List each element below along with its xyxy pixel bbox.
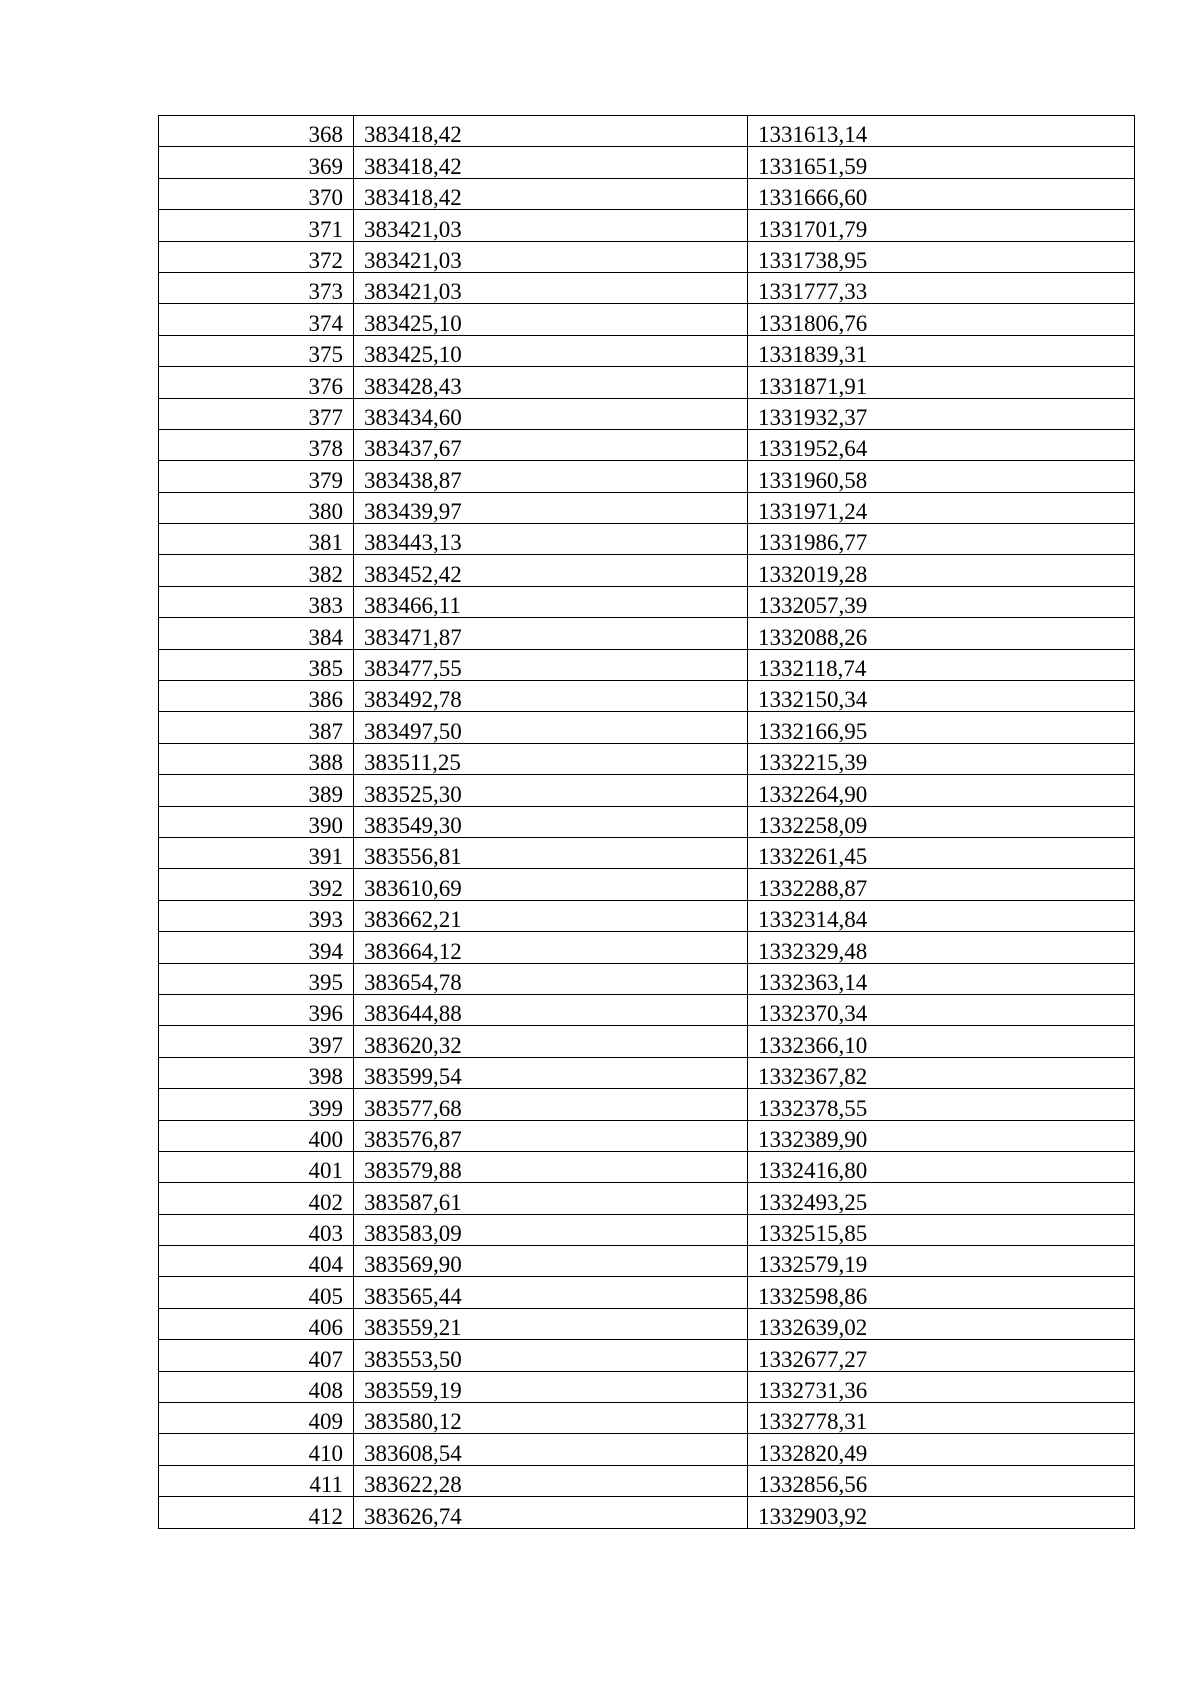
y-coordinate-cell: 1331960,58 bbox=[748, 461, 1135, 492]
y-coordinate-cell: 1332363,14 bbox=[748, 963, 1135, 994]
point-number-cell: 404 bbox=[159, 1246, 354, 1277]
table-row bbox=[159, 1308, 1135, 1339]
table-row bbox=[159, 335, 1135, 366]
y-coordinate-cell: 1331952,64 bbox=[748, 429, 1135, 460]
table-row bbox=[159, 524, 1135, 555]
point-number-cell: 399 bbox=[159, 1089, 354, 1120]
x-coordinate-cell: 383425,10 bbox=[354, 304, 748, 335]
x-coordinate-cell: 383662,21 bbox=[354, 900, 748, 931]
y-coordinate-cell: 1332118,74 bbox=[748, 649, 1135, 680]
x-coordinate-cell: 383434,60 bbox=[354, 398, 748, 429]
y-coordinate-cell: 1332329,48 bbox=[748, 932, 1135, 963]
point-number-cell: 370 bbox=[159, 178, 354, 209]
x-coordinate-cell: 383576,87 bbox=[354, 1120, 748, 1151]
table-row bbox=[159, 116, 1135, 147]
y-coordinate-cell: 1332677,27 bbox=[748, 1340, 1135, 1371]
point-number-cell: 392 bbox=[159, 869, 354, 900]
point-number-cell: 402 bbox=[159, 1183, 354, 1214]
x-coordinate-cell: 383425,10 bbox=[354, 335, 748, 366]
point-number-cell: 407 bbox=[159, 1340, 354, 1371]
y-coordinate-cell: 1331651,59 bbox=[748, 147, 1135, 178]
y-coordinate-cell: 1332288,87 bbox=[748, 869, 1135, 900]
point-number-cell: 389 bbox=[159, 775, 354, 806]
table-row bbox=[159, 775, 1135, 806]
x-coordinate-cell: 383438,87 bbox=[354, 461, 748, 492]
table-row bbox=[159, 1089, 1135, 1120]
x-coordinate-cell: 383437,67 bbox=[354, 429, 748, 460]
y-coordinate-cell: 1331777,33 bbox=[748, 272, 1135, 303]
table-row bbox=[159, 1246, 1135, 1277]
x-coordinate-cell: 383471,87 bbox=[354, 618, 748, 649]
coordinates-table-body bbox=[159, 116, 1135, 1529]
x-coordinate-cell: 383559,19 bbox=[354, 1371, 748, 1402]
x-coordinate-cell: 383549,30 bbox=[354, 806, 748, 837]
point-number-cell: 395 bbox=[159, 963, 354, 994]
coordinates-table bbox=[158, 115, 1135, 1529]
table-row bbox=[159, 1340, 1135, 1371]
point-number-cell: 377 bbox=[159, 398, 354, 429]
table-row bbox=[159, 994, 1135, 1025]
x-coordinate-cell: 383452,42 bbox=[354, 555, 748, 586]
y-coordinate-cell: 1331613,14 bbox=[748, 116, 1135, 147]
x-coordinate-cell: 383418,42 bbox=[354, 116, 748, 147]
x-coordinate-cell: 383418,42 bbox=[354, 178, 748, 209]
x-coordinate-cell: 383664,12 bbox=[354, 932, 748, 963]
table-row bbox=[159, 555, 1135, 586]
point-number-cell: 406 bbox=[159, 1308, 354, 1339]
y-coordinate-cell: 1332057,39 bbox=[748, 586, 1135, 617]
x-coordinate-cell: 383587,61 bbox=[354, 1183, 748, 1214]
x-coordinate-cell: 383492,78 bbox=[354, 681, 748, 712]
table-row bbox=[159, 178, 1135, 209]
table-row bbox=[159, 586, 1135, 617]
table-row bbox=[159, 1183, 1135, 1214]
y-coordinate-cell: 1331971,24 bbox=[748, 492, 1135, 523]
y-coordinate-cell: 1332378,55 bbox=[748, 1089, 1135, 1120]
table-row bbox=[159, 367, 1135, 398]
point-number-cell: 388 bbox=[159, 743, 354, 774]
x-coordinate-cell: 383569,90 bbox=[354, 1246, 748, 1277]
point-number-cell: 393 bbox=[159, 900, 354, 931]
y-coordinate-cell: 1332150,34 bbox=[748, 681, 1135, 712]
table-row bbox=[159, 1497, 1135, 1528]
table-row bbox=[159, 1057, 1135, 1088]
point-number-cell: 380 bbox=[159, 492, 354, 523]
y-coordinate-cell: 1332370,34 bbox=[748, 994, 1135, 1025]
y-coordinate-cell: 1332389,90 bbox=[748, 1120, 1135, 1151]
x-coordinate-cell: 383421,03 bbox=[354, 272, 748, 303]
x-coordinate-cell: 383497,50 bbox=[354, 712, 748, 743]
x-coordinate-cell: 383418,42 bbox=[354, 147, 748, 178]
x-coordinate-cell: 383443,13 bbox=[354, 524, 748, 555]
y-coordinate-cell: 1331738,95 bbox=[748, 241, 1135, 272]
table-row bbox=[159, 618, 1135, 649]
table-row bbox=[159, 649, 1135, 680]
table-row bbox=[159, 932, 1135, 963]
point-number-cell: 394 bbox=[159, 932, 354, 963]
point-number-cell: 384 bbox=[159, 618, 354, 649]
table-row bbox=[159, 869, 1135, 900]
x-coordinate-cell: 383428,43 bbox=[354, 367, 748, 398]
y-coordinate-cell: 1332314,84 bbox=[748, 900, 1135, 931]
point-number-cell: 387 bbox=[159, 712, 354, 743]
x-coordinate-cell: 383553,50 bbox=[354, 1340, 748, 1371]
table-row bbox=[159, 147, 1135, 178]
y-coordinate-cell: 1332088,26 bbox=[748, 618, 1135, 649]
point-number-cell: 405 bbox=[159, 1277, 354, 1308]
table-row bbox=[159, 1120, 1135, 1151]
point-number-cell: 379 bbox=[159, 461, 354, 492]
y-coordinate-cell: 1332820,49 bbox=[748, 1434, 1135, 1465]
point-number-cell: 390 bbox=[159, 806, 354, 837]
point-number-cell: 396 bbox=[159, 994, 354, 1025]
table-row bbox=[159, 398, 1135, 429]
point-number-cell: 373 bbox=[159, 272, 354, 303]
x-coordinate-cell: 383466,11 bbox=[354, 586, 748, 617]
table-row bbox=[159, 681, 1135, 712]
x-coordinate-cell: 383556,81 bbox=[354, 837, 748, 868]
y-coordinate-cell: 1332215,39 bbox=[748, 743, 1135, 774]
x-coordinate-cell: 383599,54 bbox=[354, 1057, 748, 1088]
y-coordinate-cell: 1332416,80 bbox=[748, 1151, 1135, 1182]
table-row bbox=[159, 241, 1135, 272]
table-row bbox=[159, 1403, 1135, 1434]
table-row bbox=[159, 429, 1135, 460]
y-coordinate-cell: 1331666,60 bbox=[748, 178, 1135, 209]
point-number-cell: 398 bbox=[159, 1057, 354, 1088]
table-row bbox=[159, 1214, 1135, 1245]
x-coordinate-cell: 383622,28 bbox=[354, 1465, 748, 1496]
x-coordinate-cell: 383559,21 bbox=[354, 1308, 748, 1339]
table-row bbox=[159, 210, 1135, 241]
y-coordinate-cell: 1331986,77 bbox=[748, 524, 1135, 555]
table-row bbox=[159, 963, 1135, 994]
x-coordinate-cell: 383583,09 bbox=[354, 1214, 748, 1245]
table-row bbox=[159, 837, 1135, 868]
x-coordinate-cell: 383511,25 bbox=[354, 743, 748, 774]
y-coordinate-cell: 1331932,37 bbox=[748, 398, 1135, 429]
y-coordinate-cell: 1332261,45 bbox=[748, 837, 1135, 868]
table-row bbox=[159, 1277, 1135, 1308]
table-row bbox=[159, 304, 1135, 335]
y-coordinate-cell: 1332579,19 bbox=[748, 1246, 1135, 1277]
x-coordinate-cell: 383654,78 bbox=[354, 963, 748, 994]
x-coordinate-cell: 383626,74 bbox=[354, 1497, 748, 1528]
table-row bbox=[159, 712, 1135, 743]
point-number-cell: 383 bbox=[159, 586, 354, 617]
y-coordinate-cell: 1331839,31 bbox=[748, 335, 1135, 366]
x-coordinate-cell: 383579,88 bbox=[354, 1151, 748, 1182]
point-number-cell: 376 bbox=[159, 367, 354, 398]
point-number-cell: 411 bbox=[159, 1465, 354, 1496]
y-coordinate-cell: 1332367,82 bbox=[748, 1057, 1135, 1088]
table-row bbox=[159, 272, 1135, 303]
table-row bbox=[159, 492, 1135, 523]
x-coordinate-cell: 383439,97 bbox=[354, 492, 748, 523]
table-row bbox=[159, 806, 1135, 837]
y-coordinate-cell: 1331701,79 bbox=[748, 210, 1135, 241]
point-number-cell: 369 bbox=[159, 147, 354, 178]
table-row bbox=[159, 1465, 1135, 1496]
point-number-cell: 368 bbox=[159, 116, 354, 147]
table-row bbox=[159, 1371, 1135, 1402]
point-number-cell: 382 bbox=[159, 555, 354, 586]
y-coordinate-cell: 1332264,90 bbox=[748, 775, 1135, 806]
y-coordinate-cell: 1331806,76 bbox=[748, 304, 1135, 335]
y-coordinate-cell: 1332598,86 bbox=[748, 1277, 1135, 1308]
point-number-cell: 409 bbox=[159, 1403, 354, 1434]
table-row bbox=[159, 1434, 1135, 1465]
table-row bbox=[159, 900, 1135, 931]
y-coordinate-cell: 1331871,91 bbox=[748, 367, 1135, 398]
point-number-cell: 412 bbox=[159, 1497, 354, 1528]
x-coordinate-cell: 383421,03 bbox=[354, 241, 748, 272]
x-coordinate-cell: 383608,54 bbox=[354, 1434, 748, 1465]
y-coordinate-cell: 1332258,09 bbox=[748, 806, 1135, 837]
y-coordinate-cell: 1332515,85 bbox=[748, 1214, 1135, 1245]
point-number-cell: 385 bbox=[159, 649, 354, 680]
table-row bbox=[159, 1151, 1135, 1182]
x-coordinate-cell: 383525,30 bbox=[354, 775, 748, 806]
table-row bbox=[159, 743, 1135, 774]
x-coordinate-cell: 383477,55 bbox=[354, 649, 748, 680]
point-number-cell: 403 bbox=[159, 1214, 354, 1245]
y-coordinate-cell: 1332856,56 bbox=[748, 1465, 1135, 1496]
x-coordinate-cell: 383577,68 bbox=[354, 1089, 748, 1120]
y-coordinate-cell: 1332166,95 bbox=[748, 712, 1135, 743]
x-coordinate-cell: 383421,03 bbox=[354, 210, 748, 241]
point-number-cell: 397 bbox=[159, 1026, 354, 1057]
y-coordinate-cell: 1332019,28 bbox=[748, 555, 1135, 586]
point-number-cell: 386 bbox=[159, 681, 354, 712]
x-coordinate-cell: 383580,12 bbox=[354, 1403, 748, 1434]
table-row bbox=[159, 1026, 1135, 1057]
point-number-cell: 401 bbox=[159, 1151, 354, 1182]
point-number-cell: 400 bbox=[159, 1120, 354, 1151]
point-number-cell: 408 bbox=[159, 1371, 354, 1402]
y-coordinate-cell: 1332903,92 bbox=[748, 1497, 1135, 1528]
point-number-cell: 391 bbox=[159, 837, 354, 868]
x-coordinate-cell: 383610,69 bbox=[354, 869, 748, 900]
y-coordinate-cell: 1332493,25 bbox=[748, 1183, 1135, 1214]
point-number-cell: 378 bbox=[159, 429, 354, 460]
x-coordinate-cell: 383644,88 bbox=[354, 994, 748, 1025]
point-number-cell: 372 bbox=[159, 241, 354, 272]
point-number-cell: 375 bbox=[159, 335, 354, 366]
point-number-cell: 371 bbox=[159, 210, 354, 241]
table-row bbox=[159, 461, 1135, 492]
point-number-cell: 381 bbox=[159, 524, 354, 555]
x-coordinate-cell: 383565,44 bbox=[354, 1277, 748, 1308]
point-number-cell: 374 bbox=[159, 304, 354, 335]
y-coordinate-cell: 1332778,31 bbox=[748, 1403, 1135, 1434]
y-coordinate-cell: 1332731,36 bbox=[748, 1371, 1135, 1402]
x-coordinate-cell: 383620,32 bbox=[354, 1026, 748, 1057]
y-coordinate-cell: 1332366,10 bbox=[748, 1026, 1135, 1057]
point-number-cell: 410 bbox=[159, 1434, 354, 1465]
y-coordinate-cell: 1332639,02 bbox=[748, 1308, 1135, 1339]
